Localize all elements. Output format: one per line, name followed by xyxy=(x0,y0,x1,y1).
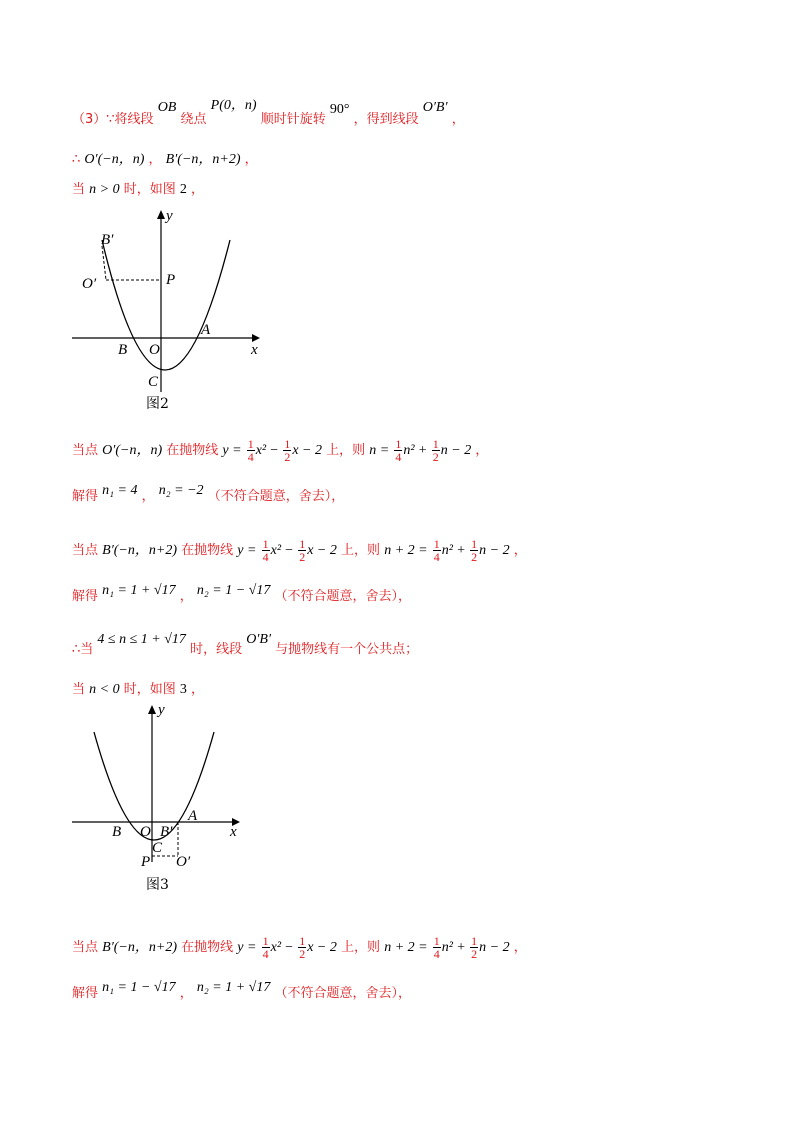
text: 上，则 xyxy=(341,543,381,558)
label-b-prime: B′ xyxy=(101,232,114,248)
text: ， xyxy=(191,182,205,197)
math-fignum: 2 xyxy=(179,182,187,197)
math-y: y = xyxy=(222,443,242,458)
label-b: B xyxy=(112,824,122,840)
text: ， xyxy=(244,152,258,167)
math-op: + xyxy=(457,543,465,558)
math-root: n₂ = −2 xyxy=(158,483,204,498)
label-c: C xyxy=(148,374,159,390)
math-oprime: O′(−n，n) xyxy=(84,152,145,167)
math-term: n² xyxy=(441,543,453,558)
math-term: n − 2 xyxy=(440,443,472,458)
math-y: y = xyxy=(237,940,257,955)
text: 当点 xyxy=(72,940,99,955)
math-op: − xyxy=(285,940,294,955)
figure-3-graph xyxy=(68,700,258,870)
text: 解得 xyxy=(72,986,99,1001)
label-p: P xyxy=(141,854,151,870)
math-term: n − 2 xyxy=(479,940,510,955)
math-bprime: B′(−n，n+2) xyxy=(102,543,177,558)
text: ， xyxy=(179,986,193,1001)
text: 在抛物线 xyxy=(166,443,219,458)
text: ∴ xyxy=(72,152,81,167)
line-5 xyxy=(72,485,344,505)
line-8 xyxy=(72,632,419,658)
text: 与抛物线有一个公共点； xyxy=(275,642,419,657)
text: 当 xyxy=(72,182,86,197)
label-a: A xyxy=(201,322,211,338)
math-op: − xyxy=(270,443,279,458)
line-4 xyxy=(72,438,488,463)
text: ， xyxy=(191,682,205,697)
line-7 xyxy=(72,585,411,605)
figure-3-caption: 图3 xyxy=(146,877,169,893)
fraction: $\frac{1}{2}$ xyxy=(432,437,439,464)
line-6 xyxy=(72,538,527,563)
text: ， xyxy=(451,112,465,127)
text: 当点 xyxy=(72,543,99,558)
math-segment: O′B′ xyxy=(422,100,448,115)
text: 在抛物线 xyxy=(181,543,234,558)
label-c: C xyxy=(152,840,163,856)
math-y: y = xyxy=(237,543,257,558)
math-term: x − 2 xyxy=(292,443,322,458)
fraction: $\frac{1}{2}$ xyxy=(299,934,306,961)
line-3 xyxy=(72,178,204,198)
text: 在抛物线 xyxy=(181,940,234,955)
math-term: n² xyxy=(441,940,453,955)
fraction: $\frac{1}{4}$ xyxy=(247,437,254,464)
figure-2-graph xyxy=(68,200,268,400)
label-o: O xyxy=(149,342,160,358)
label-o: O xyxy=(140,824,151,840)
label-b-prime: B′ xyxy=(160,824,173,840)
text: 顺时针旋转 xyxy=(260,112,326,127)
text: 时，线段 xyxy=(190,642,243,657)
text: ， xyxy=(141,489,155,504)
math-op: + xyxy=(457,940,465,955)
text: ，得到线段 xyxy=(353,112,419,127)
label-y: y xyxy=(166,208,173,224)
fraction: $\frac{1}{4}$ xyxy=(433,934,440,961)
math-term: n² xyxy=(403,443,415,458)
math-oprime: O′(−n，n) xyxy=(102,443,163,458)
math-n: n = xyxy=(369,443,390,458)
fraction: $\frac{1}{2}$ xyxy=(284,437,291,464)
label-y: y xyxy=(158,702,165,718)
math-root: n₁ = 4 xyxy=(102,483,138,498)
math-op: − xyxy=(285,543,294,558)
math-term: x² xyxy=(255,443,267,458)
label-o-prime: O′ xyxy=(82,276,97,292)
math-condition: n < 0 xyxy=(89,682,120,697)
math-condition: n > 0 xyxy=(89,182,120,197)
math-term: x² xyxy=(270,940,282,955)
line-11 xyxy=(72,982,411,1002)
math-root: n₁ = 1 − √17 xyxy=(102,980,176,995)
math-fignum: 3 xyxy=(179,682,187,697)
y-axis-arrow xyxy=(148,705,156,714)
text: ， xyxy=(513,543,527,558)
text: ， xyxy=(179,589,193,604)
math-segment: O′B′ xyxy=(246,632,272,647)
math-bprime: B′(−n，n+2) xyxy=(102,940,177,955)
text: 解得 xyxy=(72,489,99,504)
figure-2-caption: 图2 xyxy=(146,396,169,412)
text: 解得 xyxy=(72,589,99,604)
fraction: $\frac{1}{4}$ xyxy=(395,437,402,464)
math-p: P(0，n) xyxy=(210,98,257,113)
label-a: A xyxy=(188,808,198,824)
math-ob: OB xyxy=(157,100,177,115)
label-o-prime: O′ xyxy=(176,854,191,870)
fraction: $\frac{1}{4}$ xyxy=(262,934,269,961)
math-angle: 90° xyxy=(329,102,350,117)
label-x: x xyxy=(230,824,237,840)
math-term: x − 2 xyxy=(307,543,337,558)
y-axis-arrow xyxy=(157,210,165,219)
text: （不符合题意，舍去）， xyxy=(274,589,412,604)
fraction: $\frac{1}{2}$ xyxy=(471,537,478,564)
math-range: 4 ≤ n ≤ 1 + √17 xyxy=(97,632,186,647)
text: 当 xyxy=(72,682,86,697)
math-op: + xyxy=(418,443,427,458)
math-term: x − 2 xyxy=(307,940,337,955)
dashed-segment xyxy=(102,246,106,280)
text: ， xyxy=(148,152,162,167)
label-p: P xyxy=(166,272,176,288)
math-bprime: B′(−n，n+2) xyxy=(165,152,241,167)
text: （不符合题意，舍去）， xyxy=(207,489,345,504)
text: （3）∵将线段 xyxy=(72,112,154,127)
text: ， xyxy=(513,940,527,955)
text: 绕点 xyxy=(180,112,207,127)
text: 上，则 xyxy=(326,443,366,458)
math-term: x² xyxy=(270,543,282,558)
math-root: n₂ = 1 + √17 xyxy=(196,980,271,995)
fraction: $\frac{1}{4}$ xyxy=(262,537,269,564)
label-b: B xyxy=(118,342,128,358)
line-10 xyxy=(72,935,527,960)
line-9 xyxy=(72,678,204,698)
text: 时，如图 xyxy=(123,682,176,697)
text: （不符合题意，舍去）， xyxy=(274,986,412,1001)
fraction: $\frac{1}{2}$ xyxy=(299,537,306,564)
math-term: n − 2 xyxy=(479,543,510,558)
x-axis-arrow xyxy=(252,334,260,342)
line-2 xyxy=(72,148,258,168)
text: 上，则 xyxy=(341,940,381,955)
math-root: n₁ = 1 + √17 xyxy=(102,583,176,598)
fraction: $\frac{1}{2}$ xyxy=(471,934,478,961)
label-x: x xyxy=(251,342,258,358)
text: 当点 xyxy=(72,443,99,458)
text: 时，如图 xyxy=(123,182,176,197)
math-n: n + 2 = xyxy=(384,543,428,558)
text: ∴当 xyxy=(72,642,94,657)
math-root: n₂ = 1 − √17 xyxy=(196,583,271,598)
fraction: $\frac{1}{4}$ xyxy=(433,537,440,564)
text: ， xyxy=(475,443,489,458)
line-1 xyxy=(72,98,465,128)
math-n: n + 2 = xyxy=(384,940,428,955)
